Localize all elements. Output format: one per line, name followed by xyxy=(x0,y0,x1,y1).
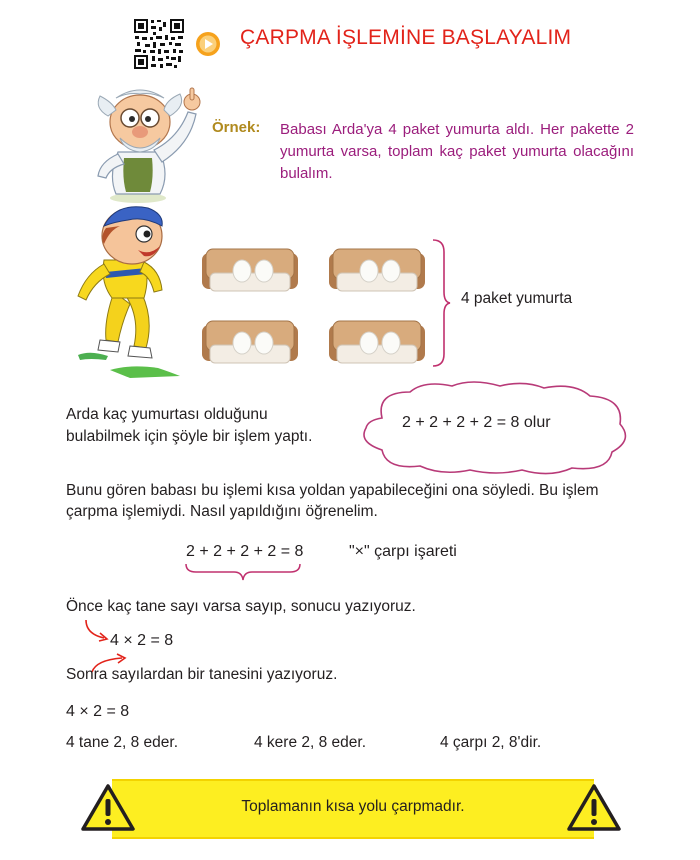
egg-cartons-illustration xyxy=(195,235,430,375)
multiplication-equation-1: 4 × 2 = 8 xyxy=(110,632,174,649)
question-line-1: Arda kaç yumurtası olduğunu xyxy=(66,406,268,423)
egg-carton xyxy=(329,249,425,291)
addition-equation: 2 + 2 + 2 + 2 = 8 xyxy=(186,543,304,560)
play-icon[interactable] xyxy=(195,31,221,57)
reading-3: 4 çarpı 2, 8'dir. xyxy=(440,734,542,751)
multiplication-sign-note: "×" çarpı işareti xyxy=(349,543,457,560)
question-line-2: bulabilmek için şöyle bir işlem yaptı. xyxy=(66,428,313,445)
reading-2: 4 kere 2, 8 eder. xyxy=(254,734,367,751)
page-title: ÇARPMA İŞLEMİNE BAŞLAYALIM xyxy=(240,26,572,49)
multiplication-equation-2: 4 × 2 = 8 xyxy=(66,703,130,720)
egg-carton xyxy=(202,321,298,363)
step-1-text: Önce kaç tane sayı varsa sayıp, sonucu yazıyoruz. xyxy=(66,598,416,615)
cloud-text: 2 + 2 + 2 + 2 = 8 olur xyxy=(402,414,551,431)
professor-illustration xyxy=(78,80,208,205)
boy-illustration xyxy=(70,200,190,385)
explanation-line-1: Bunu gören babası bu işlemi kısa yoldan yapabileceğini ona söyledi. Bu işlem xyxy=(66,482,599,499)
example-text: Babası Arda'ya 4 paket yumurta aldı. Her pakette 2 yumurta varsa, toplam kaç paket yumurta olacağını bulalım. xyxy=(280,121,634,182)
example-label: Örnek: xyxy=(212,119,261,136)
arrow-to-first-factor xyxy=(80,618,112,644)
qr-code xyxy=(133,18,185,70)
egg-group-label: 4 paket yumurta xyxy=(461,290,573,307)
right-brace xyxy=(430,238,452,368)
egg-carton xyxy=(329,321,425,363)
warning-text: Toplamanın kısa yolu çarpmadır. xyxy=(241,798,465,815)
bottom-brace xyxy=(184,562,302,582)
explanation-line-2: çarpma işlemiydi. Nasıl yapıldığını öğrenelim. xyxy=(66,503,378,520)
step-2-text: Sonra sayılardan bir tanesini yazıyoruz. xyxy=(66,666,338,683)
reading-1: 4 tane 2, 8 eder. xyxy=(66,734,179,751)
egg-carton xyxy=(202,249,298,291)
